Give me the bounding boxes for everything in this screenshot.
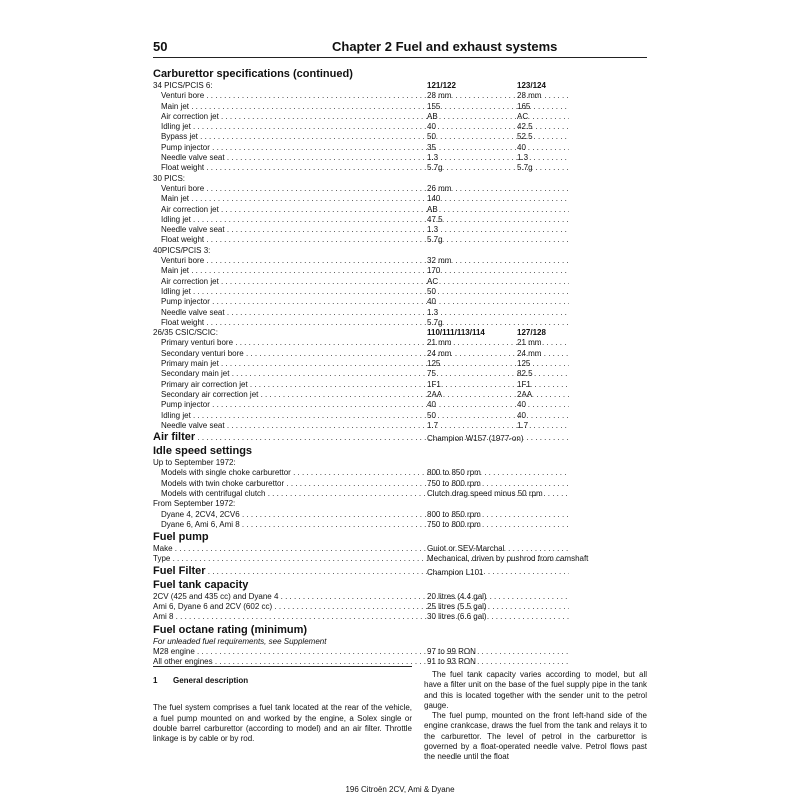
spec-label: Float weight . . . [161,163,569,173]
spec-row [153,544,647,554]
spec-row [153,554,647,564]
spec-value: 40 [427,122,436,132]
spec-label: Float weight . . . [161,235,569,245]
spec-value: 91 to 93 RON [427,657,476,667]
spec-value: 1.3 [517,153,529,163]
spec-value: 5.7g [427,235,443,245]
spec-group-heading [153,499,647,509]
body-paragraph: The fuel system comprises a fuel tank located at the rear of the vehicle, a fuel pump mounted on and worked by the engine, a Solex single or double barrel carburettor (according to model) and an air filter. Throttle linkage is by cable or by rod. [153,703,412,744]
spec-value: 50 [427,410,436,420]
spec-label: Idling jet . . . [161,411,569,421]
group-label: 30 PICS: [153,173,186,183]
spec-group-heading [153,174,647,184]
spec-label: All other engines . . . [153,657,569,667]
spec-label: Primary venturi bore . . . [161,338,569,348]
spec-row [153,318,647,328]
spec-value: 20 litres (4.4 gal) [427,591,487,601]
spec-value: 2AA [517,389,533,399]
section-number: 1 [153,676,158,685]
spec-row [153,215,647,225]
fuel-pump-title: Fuel pump [153,531,209,544]
octane-note: For unleaded fuel requirements, see Supplement [153,636,327,646]
spec-value: 28 mm [427,91,452,101]
spec-label: Pump injector . . . [161,400,569,410]
spec-label: Venturi bore . . . [161,256,569,266]
spec-value: 40 [517,400,526,410]
spec-row [153,359,647,369]
spec-value: 35 [427,142,436,152]
spec-value: 5.7g [517,163,533,173]
column-header: 123/124 [517,81,546,90]
spec-row [153,400,647,410]
spec-label: Venturi bore . . . [161,91,569,101]
spec-label: Dyane 4, 2CV4, 2CV6 . . . [161,510,569,520]
spec-value: Guiot or SEV-Marchal [427,544,505,554]
specifications [153,67,647,668]
fuel-tank-title: Fuel tank capacity [153,578,249,591]
spec-label: Main jet . . . [161,266,569,276]
spec-label: Main jet . . . [161,194,569,204]
spec-value: 28 mm [517,91,542,101]
spec-label: Main jet . . . [161,102,569,112]
spec-value: 140 [427,194,441,204]
spec-value: 1.7 [427,420,439,430]
group-label: 40PICS/PCIS 3: [153,245,211,255]
spec-value: 32 mm [427,256,452,266]
spec-row [153,153,647,163]
spec-label: Primary air correction jet . . . [161,380,569,390]
spec-label: Dyane 6, Ami 6, Ami 8 . . . [161,520,569,530]
spec-row [153,390,647,400]
spec-value: 165 [517,101,531,111]
octane-title: Fuel octane rating (minimum) [153,623,308,636]
spec-label: Idling jet . . . [161,122,569,132]
spec-value: 1F1 [517,379,531,389]
left-text-column [153,676,412,744]
spec-row [153,592,647,602]
spec-row [153,510,647,520]
spec-value: AB [427,204,438,214]
section-heading [153,676,412,686]
idle-speed-title: Idle speed settings [153,445,253,458]
spec-row [153,194,647,204]
spec-row [153,277,647,287]
spec-row [153,256,647,266]
spec-row [153,184,647,194]
spec-label: Float weight . . . [161,318,569,328]
spec-value: 24 mm [427,348,452,358]
spec-label: M28 engine . . . [153,647,569,657]
right-text-column [424,670,647,763]
spec-label: Needle valve seat . . . [161,308,569,318]
spec-row [153,411,647,421]
spec-value: 40 [517,410,526,420]
spec-label: Venturi bore . . . [161,184,569,194]
spec-row [153,132,647,142]
spec-label: Primary main jet . . . [161,359,569,369]
spec-value: 1.3 [427,225,439,235]
spec-label: Ami 6, Dyane 6 and 2CV (602 cc) . . . [153,602,569,612]
spec-row [153,235,647,245]
spec-value: 2AA [427,389,443,399]
spec-label: Air correction jet . . . [161,205,569,215]
spec-value: 155 [427,101,441,111]
spec-label: Needle valve seat . . . [161,225,569,235]
spec-label: Models with centrifugal clutch . . . [161,489,569,499]
fuel-filter-row [153,565,647,578]
spec-group-heading [153,246,647,256]
spec-row [153,102,647,112]
spec-value: 5.7g [427,163,443,173]
spec-label: Secondary venturi bore . . . [161,349,569,359]
header-rule [153,57,647,58]
spec-label: Models with single choke carburettor . . . [161,468,569,478]
spec-value: 25 litres (5.5 gal) [427,602,487,612]
spec-value: 170 [427,266,441,276]
spec-label: Air correction jet . . . [161,112,569,122]
spec-label: Idling jet . . . [161,287,569,297]
spec-value: 125 [517,359,531,369]
spec-label: Make . . . [153,544,569,554]
spec-value: Clutch drag speed minus 50 rpm [427,488,543,498]
body-paragraph: The fuel pump, mounted on the front left-hand side of the engine crankcase, draws the fuel from the tank and relays it to the carburettor. The level of petrol in the carburettor is governed by a float-operated needle valve. Petrol flows past the needle until the float [424,711,647,762]
air-filter-row [153,431,647,444]
spec-value: 800 to 850 rpm [427,468,481,478]
page-number: 50 [153,39,168,54]
spec-group-heading [153,458,647,468]
page-footer: 196 Citroën 2CV, Ami & Dyane [345,785,455,794]
group-label: 34 PICS/PCIS 6: [153,81,213,90]
spec-value: 40 [427,297,436,307]
spec-value: 1.7 [517,420,529,430]
body-paragraph: The fuel tank capacity varies according to model, but all have a filter unit on the base of the fuel supply pipe in the tank and this is located together with the sender unit to the petrol gauge. [424,670,647,710]
spec-row [153,205,647,215]
spec-value: 5.7g [427,317,443,327]
spec-row [153,602,647,612]
spec-value: 26 mm [427,183,452,193]
spec-value: AC [517,111,529,121]
air-filter-title: Air filter [153,431,196,444]
air-filter-value: Champion W157 (1977-on) [427,434,524,444]
spec-label: 2CV (425 and 435 cc) and Dyane 4 . . . [153,592,569,602]
spec-value: 1F1 [427,379,441,389]
spec-value: 47.5 [427,214,443,224]
spec-value: 125 [427,359,441,369]
spec-row [153,647,647,657]
spec-label: Air correction jet . . . [161,277,569,287]
spec-row [153,349,647,359]
spec-value: 1.3 [427,153,439,163]
spec-group-heading [153,328,647,338]
spec-value: 40 [517,142,526,152]
spec-row [153,122,647,132]
spec-label: Secondary main jet . . . [161,369,569,379]
spec-label: Pump injector . . . [161,297,569,307]
spec-value: 800 to 850 rpm [427,509,481,519]
spec-row [153,520,647,530]
spec-value: 30 litres (6.6 gal) [427,612,487,622]
spec-row [153,225,647,235]
spec-label: Pump injector . . . [161,143,569,153]
spec-row [153,369,647,379]
spec-value: AB [427,111,438,121]
spec-row [153,338,647,348]
spec-row [153,297,647,307]
group-label: 26/35 CSIC/SCIC: [153,328,218,338]
spec-value: 82.5 [517,369,533,379]
column-header: 110/111/113/114 [427,328,485,338]
spec-value: AC [427,276,439,286]
spec-row [153,612,647,622]
spec-value: 97 to 99 RON [427,646,476,656]
spec-label: Bypass jet . . . [161,132,569,142]
octane-note-row [153,637,647,647]
spec-value: Mechanical, driven by pushrod from camshaft [427,554,589,564]
spec-label: Secondary air correction jet . . . [161,390,569,400]
spec-value: 40 [427,400,436,410]
spec-label: Ami 8 . . . [153,612,569,622]
spec-group-heading [153,81,647,91]
spec-label: Needle valve seat . . . [161,421,569,431]
spec-label: Type . . . [153,554,569,564]
spec-value: 75 [427,369,436,379]
spec-value: 50 [427,132,436,142]
spec-value: 21 mm [427,338,452,348]
spec-row [153,479,647,489]
section-heading-text: General description [173,676,249,685]
spec-row [153,468,647,478]
spec-value: 42.5 [517,122,533,132]
spec-row [153,308,647,318]
group-label: From September 1972: [153,499,236,509]
spec-value: 1.3 [427,307,439,317]
spec-row [153,380,647,390]
fuel-filter-value: Champion L101 [427,567,484,577]
spec-value: 750 to 800 rpm [427,478,481,488]
spec-row [153,266,647,276]
column-header: 121/122 [427,81,456,90]
spec-label: Needle valve seat . . . [161,153,569,163]
spec-label: Models with twin choke carburettor . . . [161,479,569,489]
group-label: Up to September 1972: [153,458,236,468]
column-header: 127/128 [517,328,546,338]
spec-value: 52.5 [517,132,533,142]
spec-row [153,91,647,101]
spec-row [153,489,647,499]
carburettor-spec-title: Carburettor specifications (continued) [153,68,353,80]
section-rule [153,666,412,667]
chapter-title: Chapter 2 Fuel and exhaust systems [332,39,558,54]
spec-value: 21 mm [517,338,542,348]
spec-label: Idling jet . . . [161,215,569,225]
spec-value: 24 mm [517,348,542,358]
fuel-filter-title: Fuel Filter [153,564,206,577]
spec-value: 750 to 800 rpm [427,519,481,529]
spec-row [153,163,647,173]
spec-value: 50 [427,286,436,296]
spec-row [153,143,647,153]
spec-row [153,112,647,122]
spec-row [153,421,647,431]
spec-row [153,287,647,297]
